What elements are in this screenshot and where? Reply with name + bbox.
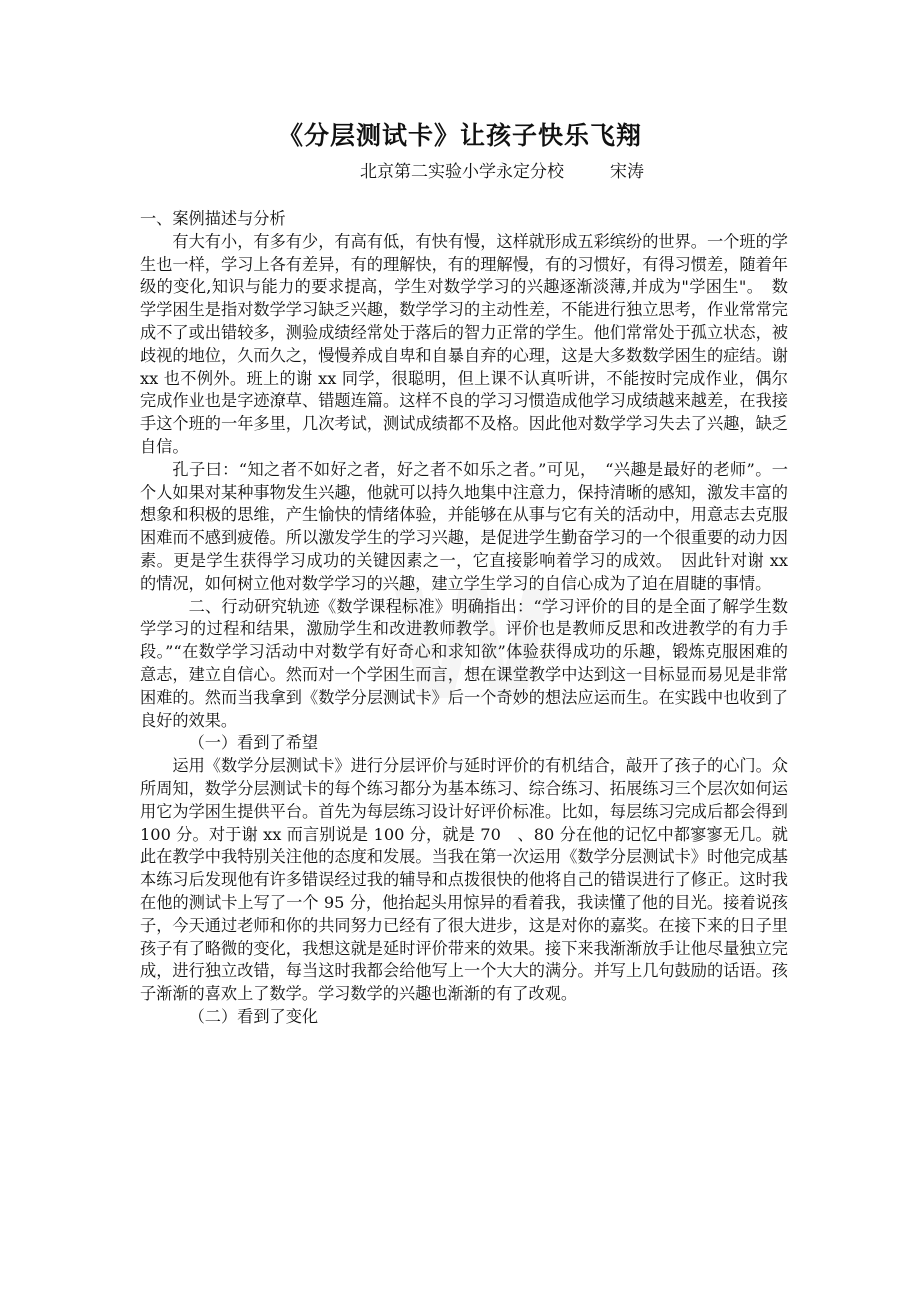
- document-title: 《分层测试卡》让孩子快乐飞翔: [277, 121, 642, 150]
- byline: [360, 160, 644, 184]
- paragraph: 有大有小，有多有少，有高有低，有快有慢，这样就形成五彩缤纷的世界。一个班的学生也一样，学习上各有差异，有的理解快，有的理解慢，有的习惯好，有得习惯差，随着年级的变化,知识与能力的要求提高，学生对数学学习的兴趣逐渐淡薄,并成为"学困生"。 数学学困生是指对数学学习缺乏兴趣，数学学习的主动性差，不能进行独立思考，作业常常完成不了或出错较多，测验成绩经常处于落后的智力正常的学生。他们常常处于孤立状态，被歧视的地位，久而久之，慢慢养成自卑和自暴自弃的心理，这是大多数数学困生的症结。谢 xx 也不例外。班上的谢 xx 同学，很聪明，但上课不认真听讲，不能按时完成作业，偶尔完成作业也是字迹潦草、错题连篇。这样不良的学习习惯造成他学习成绩越来越差，在我接手这个班的一年多里，几次考试，测试成绩都不及格。因此他对数学学习失去了兴趣，缺乏自信。: [140, 231, 788, 456]
- author-name: 宋涛: [610, 162, 644, 182]
- paragraph: 运用《数学分层测试卡》进行分层评价与延时评价的有机结合，敲开了孩子的心门。众所周知，数学分层测试卡的每个练习都分为基本练习、综合练习、拓展练习三个层次如何运用它为学困生提供平台。首先为每层练习设计好评价标准。比如，每层练习完成后都会得到 100 分。对于谢 xx 而言别说是 100 分，就是 70 、80 分在他的记忆中都寥寥无几。就此在教学中我特别关注他的态度和发展。当我在第一次运用《数学分层测试卡》时他完成基本练习后发现他有许多错误经过我的辅导和点拨很快的他将自己的错误进行了修正。这时我在他的测试卡上写了一个 95 分，他抬起头用惊异的看着我，我读懂了他的目光。接着说孩子，今天通过老师和你的共同努力已经有了很大进步，这是对你的嘉奖。在接下来的日子里孩子有了略微的变化，我想这就是延时评价带来的效果。接下来我渐渐放手让他尽量独立完成，进行独立改错，每当这时我都会给他写上一个大大的满分。并写上几句鼓励的话语。孩子渐渐的喜欢上了数学。学习数学的兴趣也渐渐的有了改观。: [140, 756, 788, 1004]
- school-name: 北京第二实验小学永定分校: [360, 162, 564, 182]
- paragraph: 二、行动研究轨迹《数学课程标准》明确指出：“学习评价的目的是全面了解学生数学学习的过程和结果，激励学生和改进教师教学。评价也是教师反思和改进教学的有力手段。”“在数学学习活动中对数学有好奇心和求知欲”体验获得成功的乐趣，锻炼克服困难的意志，建立自信心。然而对一个学困生而言，想在课堂教学中达到这一目标显而易见是非常困难的。然而当我拿到《数学分层测试卡》后一个奇妙的想法应运而生。在实践中也收到了良好的效果。: [140, 596, 788, 730]
- paragraph: 孔子曰：“知之者不如好之者，好之者不如乐之者。”可见， “兴趣是最好的老师”。一个人如果对某种事物发生兴趣，他就可以持久地集中注意力，保持清晰的感知，激发丰富的想象和积极的思维，产生愉快的情绪体验，并能够在从事与它有关的活动中，用意志去克服困难而不感到疲倦。所以激发学生的学习兴趣，是促进学生勤奋学习的一个很重要的动力因素。更是学生获得学习成功的关键因素之一，它直接影响着学习的成效。 因此针对谢 xx 的情况，如何树立他对数学学习的兴趣，建立学生学习的自信心成为了迫在眉睫的事情。: [140, 459, 788, 593]
- section-heading: 一、案例描述与分析: [140, 209, 286, 228]
- document-body: [140, 208, 788, 1029]
- subsection-heading: （二）看到了变化: [188, 1006, 319, 1026]
- subsection-heading: （一）看到了希望: [188, 733, 319, 753]
